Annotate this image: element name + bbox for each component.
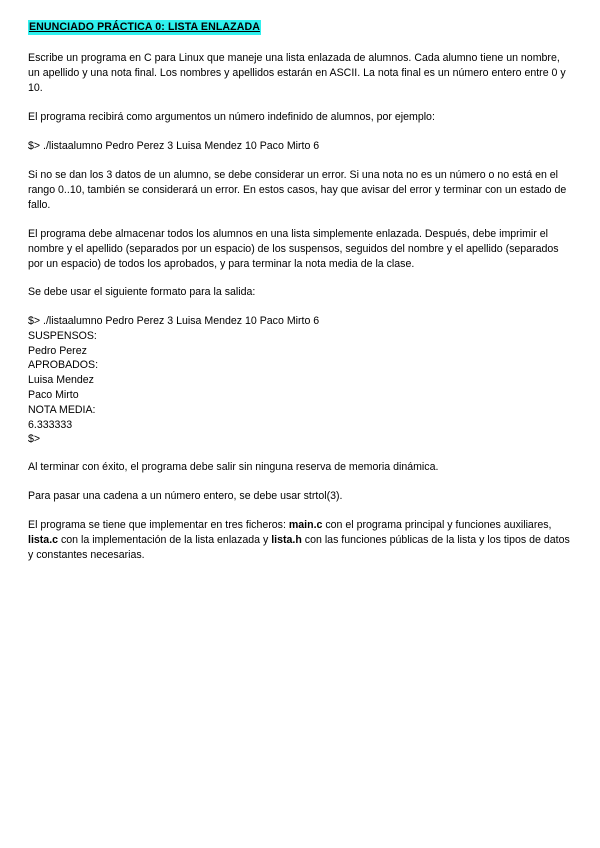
files-text-1: El programa se tiene que implementar en tres ficheros: <box>28 519 289 531</box>
files-text-3: con la implementación de la lista enlazada y <box>58 533 272 546</box>
output-line: SUSPENSOS: <box>28 329 97 342</box>
example-command <box>28 139 319 154</box>
files-paragraph <box>28 518 573 562</box>
lista-c-filename: lista.c <box>28 533 59 546</box>
example-output <box>28 314 319 447</box>
main-c-filename: main.c <box>288 519 323 531</box>
memory-paragraph: Al terminar con éxito, el programa debe salir sin ninguna reserva de memoria dinámica. <box>28 461 439 473</box>
output-line: Luisa Mendez <box>28 374 94 387</box>
intro-paragraph: Escribe un programa en C para Linux que maneje una lista enlazada de alumnos. Cada alumno tiene un nombre, un apellido y una nota final. Los nombres y apellidos estarán en ASCII. La nota final es un número entero entre 0 y 10. <box>28 52 566 94</box>
errors-paragraph: Si no se dan los 3 datos de un alumno, se debe considerar un error. Si una nota no es un número o no está en el rango 0..10, también se considerará un error. En estos casos, hay que avisar del error y terminar con un estado de fallo. <box>28 169 567 211</box>
storage-paragraph: El programa debe almacenar todos los alumnos en una lista simplemente enlazada. Después, debe imprimir el nombre y el apellido (separados por un espacio) de los suspensos, seguidos del nombre y el apellido (separados por un espacio) de todos los aprobados, y para terminar la nota media de la clase. <box>28 228 559 270</box>
output-line: Pedro Perez <box>28 344 87 357</box>
output-line: APROBADOS: <box>28 359 99 372</box>
document-title: ENUNCIADO PRÁCTICA 0: LISTA ENLAZADA <box>29 21 260 33</box>
output-line: Paco Mirto <box>28 388 79 401</box>
files-text-2: con el programa principal y funciones auxiliares, <box>322 519 552 531</box>
command-line: $> ./listaalumno Pedro Perez 3 Luisa Mendez 10 Paco Mirto 6 <box>28 140 320 152</box>
strtol-paragraph: Para pasar una cadena a un número entero, se debe usar strtol(3). <box>28 490 343 502</box>
files-text-4: con las funciones públicas de la lista y los tipos de datos y constantes necesarias. <box>28 533 570 561</box>
lista-h-filename: lista.h <box>271 533 302 546</box>
output-line: $> ./listaalumno Pedro Perez 3 Luisa Mendez 10 Paco Mirto 6 <box>28 315 320 327</box>
format-paragraph: Se debe usar el siguiente formato para la salida: <box>28 286 256 298</box>
output-line: NOTA MEDIA: <box>28 403 96 416</box>
output-line: 6.333333 <box>28 418 73 431</box>
output-line: $> <box>28 433 41 446</box>
arguments-paragraph: El programa recibirá como argumentos un número indefinido de alumnos, por ejemplo: <box>28 111 435 123</box>
